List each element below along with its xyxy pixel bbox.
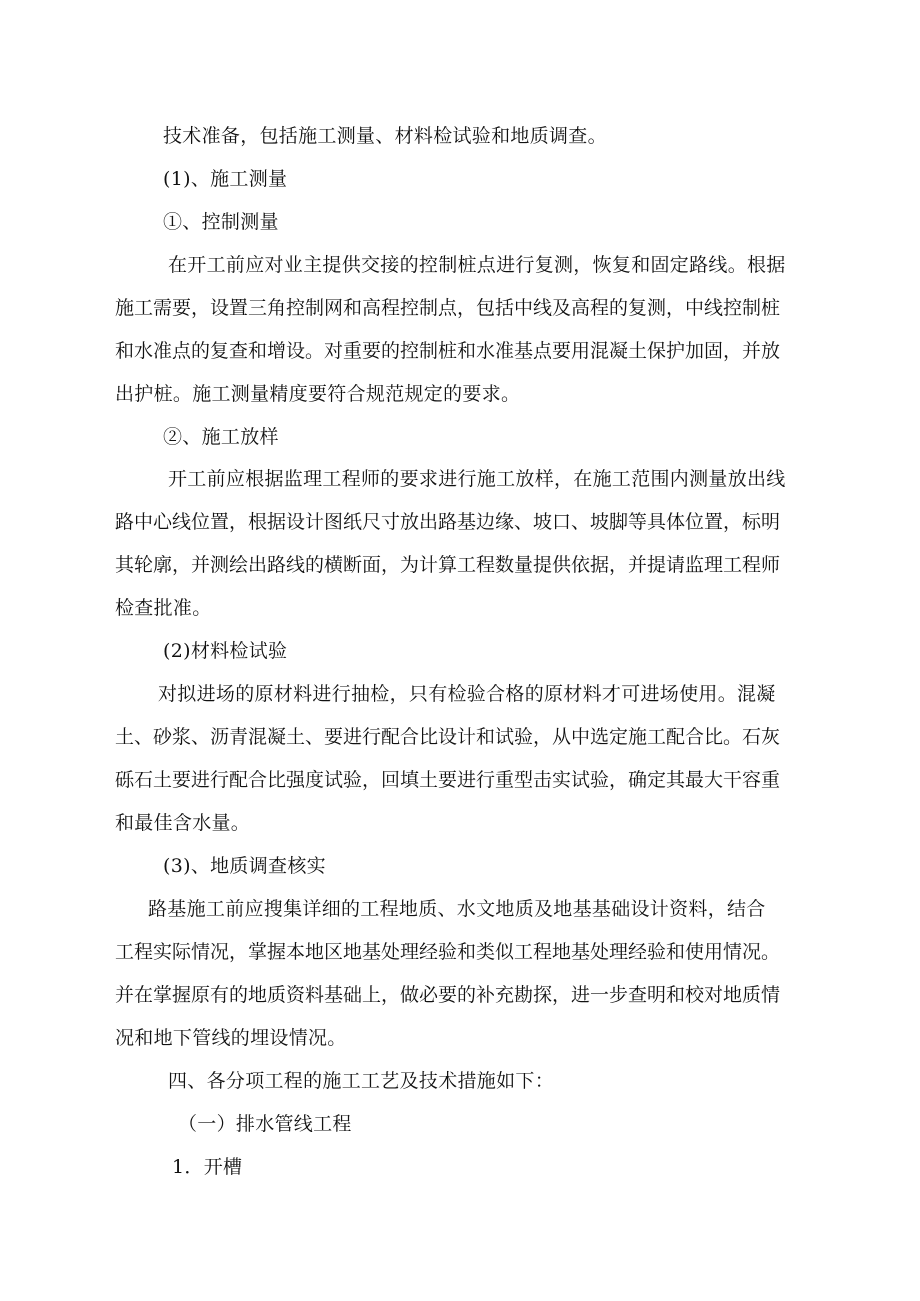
paragraph-line: 和水准点的复查和增设。对重要的控制桩和水准基点要用混凝土保护加固，并放 xyxy=(115,340,781,362)
paragraph-line: 在开工前应对业主提供交接的控制桩点进行复测，恢复和固定路线。根据 xyxy=(168,254,786,276)
subsection-1-heading: ①、控制测量 xyxy=(163,211,279,233)
subsection-2-heading: ②、施工放样 xyxy=(163,426,279,448)
paragraph-line: 施工需要，设置三角控制网和高程控制点，包括中线及高程的复测，中线控制桩 xyxy=(115,297,781,319)
paragraph-line: 并在掌握原有的地质资料基础上，做必要的补充勘探，进一步查明和校对地质情 xyxy=(115,984,781,1006)
part-4-item: 1．开槽 xyxy=(172,1156,243,1178)
paragraph-line: 检查批准。 xyxy=(115,597,212,619)
section-2-heading: (2)材料检试验 xyxy=(163,640,288,662)
paragraph-line: 砾石土要进行配合比强度试验，回填土要进行重型击实试验，确定其最大干容重 xyxy=(115,769,781,791)
paragraph-line: 路基施工前应搜集详细的工程地质、水文地质及地基基础设计资料，结合 xyxy=(148,898,766,920)
paragraph-line: 土、砂浆、沥青混凝土、要进行配合比设计和试验，从中选定施工配合比。石灰 xyxy=(115,726,781,748)
paragraph-line: 出护桩。施工测量精度要符合规范规定的要求。 xyxy=(115,383,521,405)
paragraph-line: 其轮廓，并测绘出路线的横断面，为计算工程数量提供依据，并提请监理工程师 xyxy=(115,554,781,576)
paragraph-line: 开工前应根据监理工程师的要求进行施工放样，在施工范围内测量放出线 xyxy=(168,468,786,490)
part-4-heading: 四、各分项工程的施工工艺及技术措施如下： xyxy=(168,1070,555,1092)
paragraph-line: 对拟进场的原材料进行抽检，只有检验合格的原材料才可进场使用。混凝 xyxy=(158,683,776,705)
paragraph-line: 路中心线位置，根据设计图纸尺寸放出路基边缘、坡口、坡脚等具体位置，标明 xyxy=(115,511,781,533)
paragraph-line: 和最佳含水量。 xyxy=(115,812,251,834)
paragraph-line: 工程实际情况，掌握本地区地基处理经验和类似工程地基处理经验和使用情况。 xyxy=(115,941,781,963)
section-3-heading: (3)、地质调查核实 xyxy=(163,855,326,877)
part-4-subheading: （一）排水管线工程 xyxy=(178,1113,352,1135)
paragraph-line: 况和地下管线的埋设情况。 xyxy=(115,1027,347,1049)
intro-paragraph: 技术准备，包括施工测量、材料检试验和地质调查。 xyxy=(163,125,607,147)
section-1-heading: (1)、施工测量 xyxy=(163,168,288,190)
